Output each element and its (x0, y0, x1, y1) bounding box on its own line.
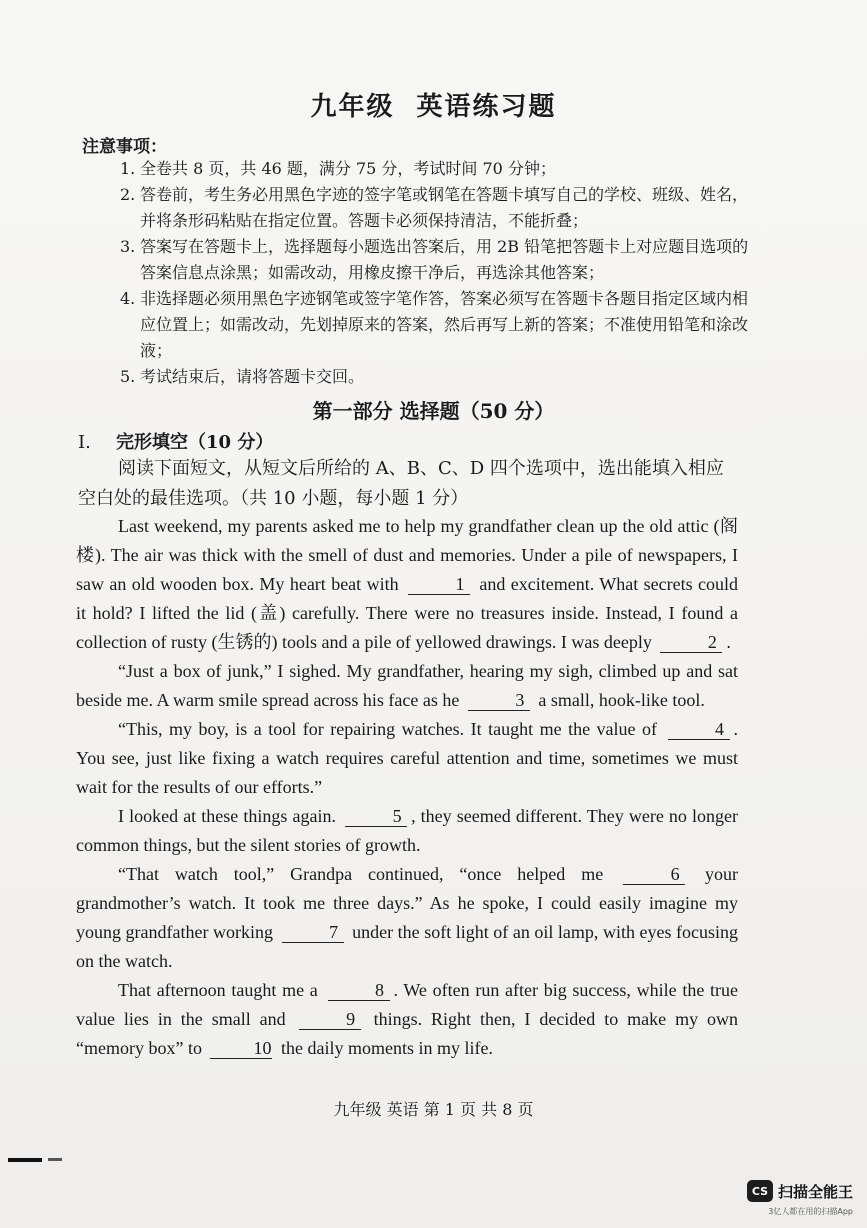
passage-text: I looked at these things again. (118, 806, 336, 826)
passage-paragraph (76, 657, 738, 715)
notice-item (120, 286, 760, 364)
blank-7: 7 (282, 922, 344, 943)
passage-text: things. Right then, I decided to make my own “memory box” to (76, 1009, 739, 1058)
blank-2: 2 (660, 632, 722, 653)
scanner-app-name: 扫描全能王 (777, 1182, 853, 1201)
passage-text: That afternoon taught me a (118, 980, 318, 1000)
passage-text: , they seemed different. They were no longer common things, but the silent stories of growth. (76, 806, 739, 855)
grade-label: 九年级 (310, 92, 395, 122)
passage-paragraph (76, 802, 738, 860)
passage-text: . We often run after big success, while the true value lies in the small and (76, 980, 739, 1029)
blank-8: 8 (328, 980, 390, 1001)
notice-text: 考试结束后，请将答题卡交回。 (140, 367, 365, 386)
notice-item (120, 364, 760, 390)
notice-number: 1. (120, 159, 136, 178)
passage-text: Last weekend, my parents asked me to help my grandfather clean up the old attic (阁楼). The air was thick with the smell of dust and memories. Under a pile of newspapers, I saw an old wooden box. My heart beat with (76, 516, 738, 594)
passage-paragraph (76, 715, 738, 802)
passage-text: the daily moments in my life. (280, 1038, 493, 1058)
scanner-tagline: 3亿人都在用的扫描App (768, 1207, 853, 1216)
cloze-passage (76, 512, 738, 1063)
subject-title: 英语练习题 (416, 92, 557, 122)
part-heading (78, 428, 273, 454)
notice-text: 答案写在答题卡上，选择题每小题选出答案后，用 2B 铅笔把答题卡上对应题目选项的答案信息点涂黑；如需改动，用橡皮擦干净后，再选涂其他答案； (140, 237, 749, 282)
notice-heading: 注意事项： (82, 137, 167, 157)
passage-text: a small, hook-like tool. (538, 690, 705, 710)
passage-text: . (726, 632, 731, 652)
passage-text: under the soft light of an oil lamp, with eyes focusing on the watch. (76, 922, 739, 971)
passage-text: your grandmother’s watch. It took me three days.” As he spoke, I could easily imagine my young grandfather working (76, 864, 738, 942)
passage-text: . You see, just like fixing a watch requires careful attention and time, sometimes we must wait for the results of our efforts.” (76, 719, 738, 797)
blank-3: 3 (468, 690, 530, 711)
part-title: 完形填空（10 分） (116, 432, 274, 453)
cloze-instructions: 阅读下面短文，从短文后所给的 A、B、C、D 四个选项中，选出能填入相应空白处的最佳选项。（共 10 小题，每小题 1 分） (78, 458, 724, 509)
blank-6: 6 (623, 864, 685, 885)
scanner-logo-icon: CS (747, 1180, 773, 1202)
notice-number: 3. (120, 237, 136, 256)
passage-text: “This, my boy, is a tool for repairing watches. It taught me the value of (118, 719, 657, 739)
passage-paragraph (76, 976, 738, 1063)
scanner-watermark (747, 1180, 853, 1202)
notice-text: 非选择题必须用黑色字迹钢笔或签字笔作答，答案必须写在答题卡各题目指定区域内相应位置上；如需改动，先划掉原来的答案，然后再写上新的答案；不准使用铅笔和涂改液； (140, 289, 749, 360)
passage-text: and excitement. What secrets could it hold? I lifted the lid (盖) carefully. There were no treasures inside. Instead, I found a collection of rusty (生锈的) tools and a pile of yellowed drawings. I was deeply (76, 574, 739, 652)
page-footer: 九年级 英语 第 1 页 共 8 页 (333, 1100, 534, 1119)
scan-edge-mark (48, 1158, 62, 1161)
notice-list (120, 156, 760, 390)
section-title: 第一部分 选择题（50 分） (312, 399, 555, 423)
passage-text: “That watch tool,” Grandpa continued, “once helped me (118, 864, 604, 884)
page-title (0, 86, 867, 123)
notice-text: 全卷共 8 页，共 46 题，满分 75 分，考试时间 70 分钟； (140, 159, 556, 178)
blank-4: 4 (668, 719, 730, 740)
blank-5: 5 (345, 806, 407, 827)
notice-number: 5. (120, 367, 136, 386)
passage-text: “Just a box of junk,” I sighed. My grandfather, hearing my sigh, climbed up and sat beside me. A warm smile spread across his face as he (76, 661, 738, 710)
passage-paragraph (76, 512, 738, 657)
scan-edge-mark (8, 1158, 42, 1162)
part-roman-numeral: I. (78, 432, 91, 453)
notice-item (120, 234, 760, 286)
notice-number: 2. (120, 185, 136, 204)
notice-item (120, 182, 760, 234)
blank-10: 10 (210, 1038, 272, 1059)
blank-1: 1 (408, 574, 470, 595)
notice-text: 答卷前，考生务必用黑色字迹的签字笔或钢笔在答题卡填写自己的学校、班级、姓名，并将条形码粘贴在指定位置。答题卡必须保持清洁，不能折叠； (140, 185, 749, 230)
notice-item (120, 156, 760, 182)
blank-9: 9 (299, 1009, 361, 1030)
notice-number: 4. (120, 289, 136, 308)
passage-paragraph (76, 860, 738, 976)
